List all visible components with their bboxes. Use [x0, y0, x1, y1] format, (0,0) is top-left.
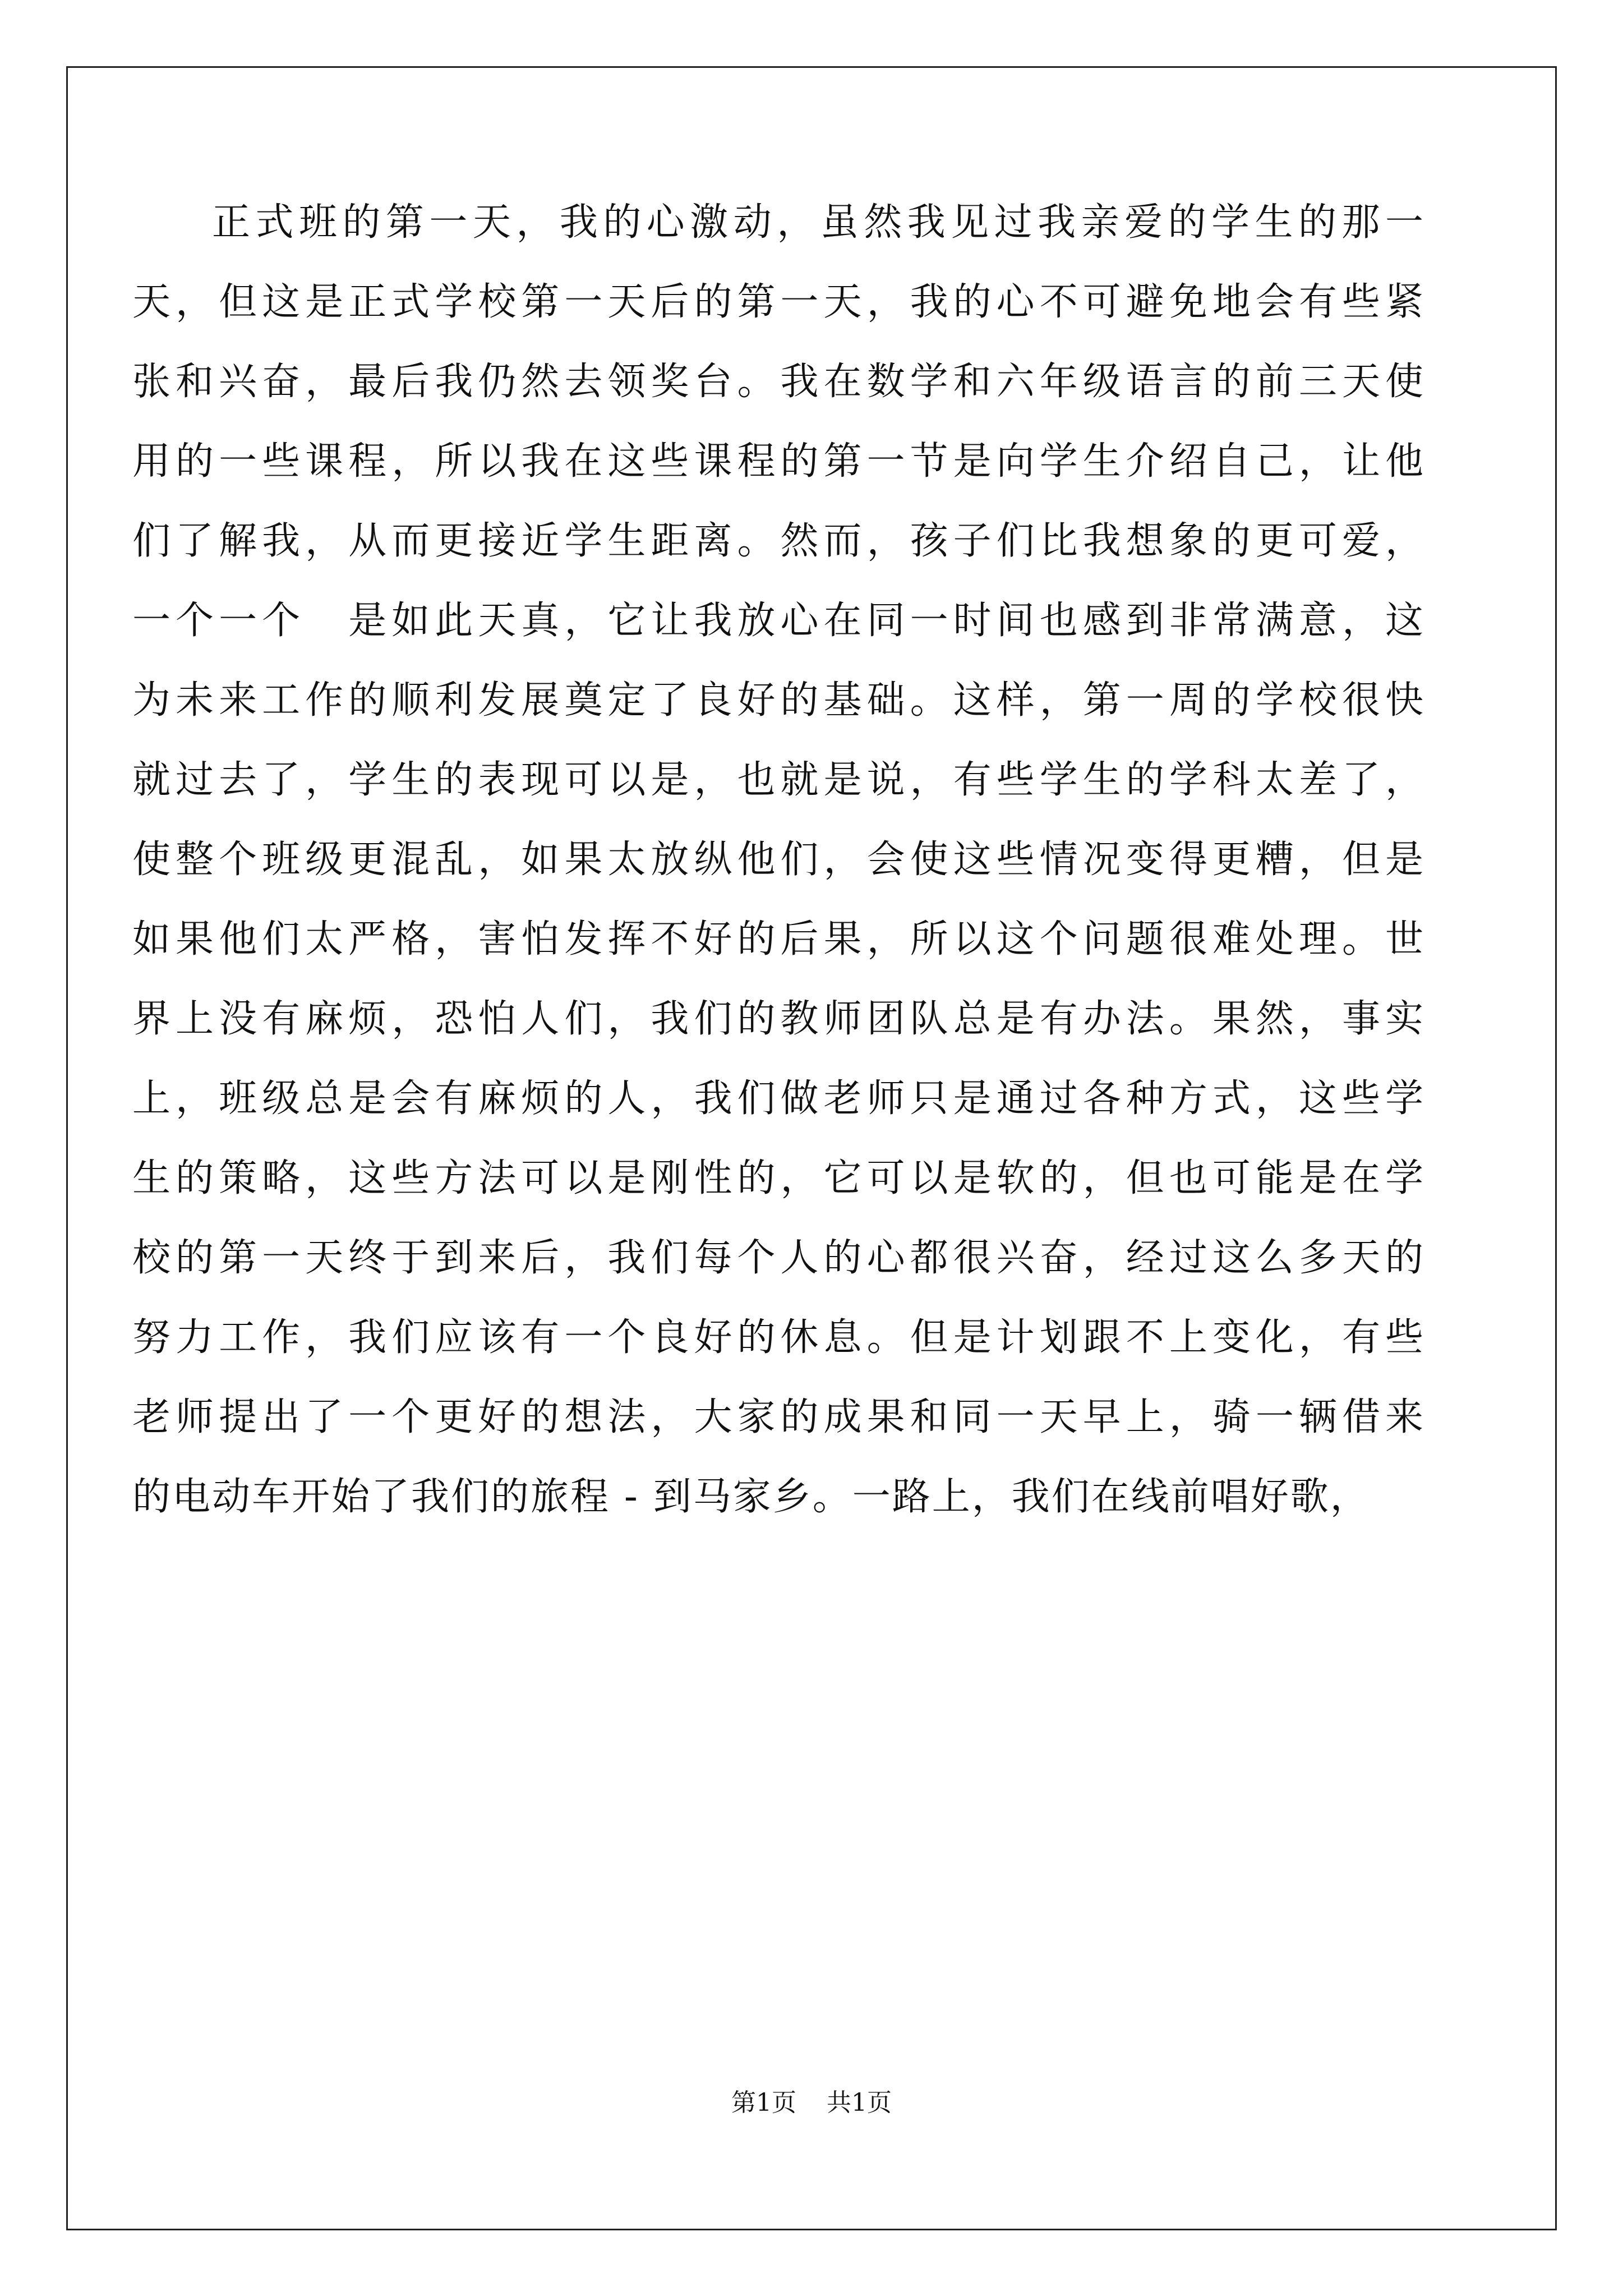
text-line: 界上没有麻烦，恐怕人们，我们的教师团队总是有办法。果然，事实: [132, 997, 1425, 1041]
text-line: 生的策略，这些方法可以是刚性的，它可以是软的，但也可能是在学: [132, 1156, 1425, 1200]
page-number: 第1页: [731, 2088, 796, 2117]
text-line: 就过去了，学生的表现可以是，也就是说，有些学生的学科太差了，: [132, 758, 1425, 802]
document-body: [132, 183, 1425, 1537]
text-line: 老师提出了一个更好的想法，大家的成果和同一天早上，骑一辆借来: [132, 1395, 1425, 1439]
text-line: 校的第一天终于到来后，我们每个人的心都很兴奋，经过这么多天的: [132, 1236, 1425, 1280]
text-line: 的电动车开始了我们的旅程 - 到马家乡。一路上，我们在线前唱好歌，: [132, 1475, 1370, 1519]
text-line: 使整个班级更混乱，如果太放纵他们，会使这些情况变得更糟，但是: [132, 838, 1425, 882]
text-line: 一个一个 是如此天真，它让我放心在同一时间也感到非常满意，这: [132, 599, 1425, 643]
text-line: 用的一些课程，所以我在这些课程的第一节是向学生介绍自己，让他: [132, 439, 1425, 484]
text-line: 上，班级总是会有麻烦的人，我们做老师只是通过各种方式，这些学: [132, 1076, 1425, 1121]
text-line: 天，但这是正式学校第一天后的第一天，我的心不可避免地会有些紧: [132, 280, 1425, 324]
text-line: 正式班的第一天，我的心激动，虽然我见过我亲爱的学生的那一: [212, 200, 1425, 245]
text-line: 为未来工作的顺利发展奠定了良好的基础。这样，第一周的学校很快: [132, 678, 1425, 723]
text-line: 努力工作，我们应该有一个良好的休息。但是计划跟不上变化，有些: [132, 1315, 1425, 1360]
page-total: 共1页: [827, 2088, 892, 2117]
text-line: 们了解我，从而更接近学生距离。然而，孩子们比我想象的更可爱，: [132, 519, 1425, 563]
text-line: 张和兴奋，最后我仍然去领奖台。我在数学和六年级语言的前三天使: [132, 360, 1425, 404]
page-footer: [0, 2082, 1623, 2118]
text-line: 如果他们太严格，害怕发挥不好的后果，所以这个问题很难处理。世: [132, 917, 1425, 961]
